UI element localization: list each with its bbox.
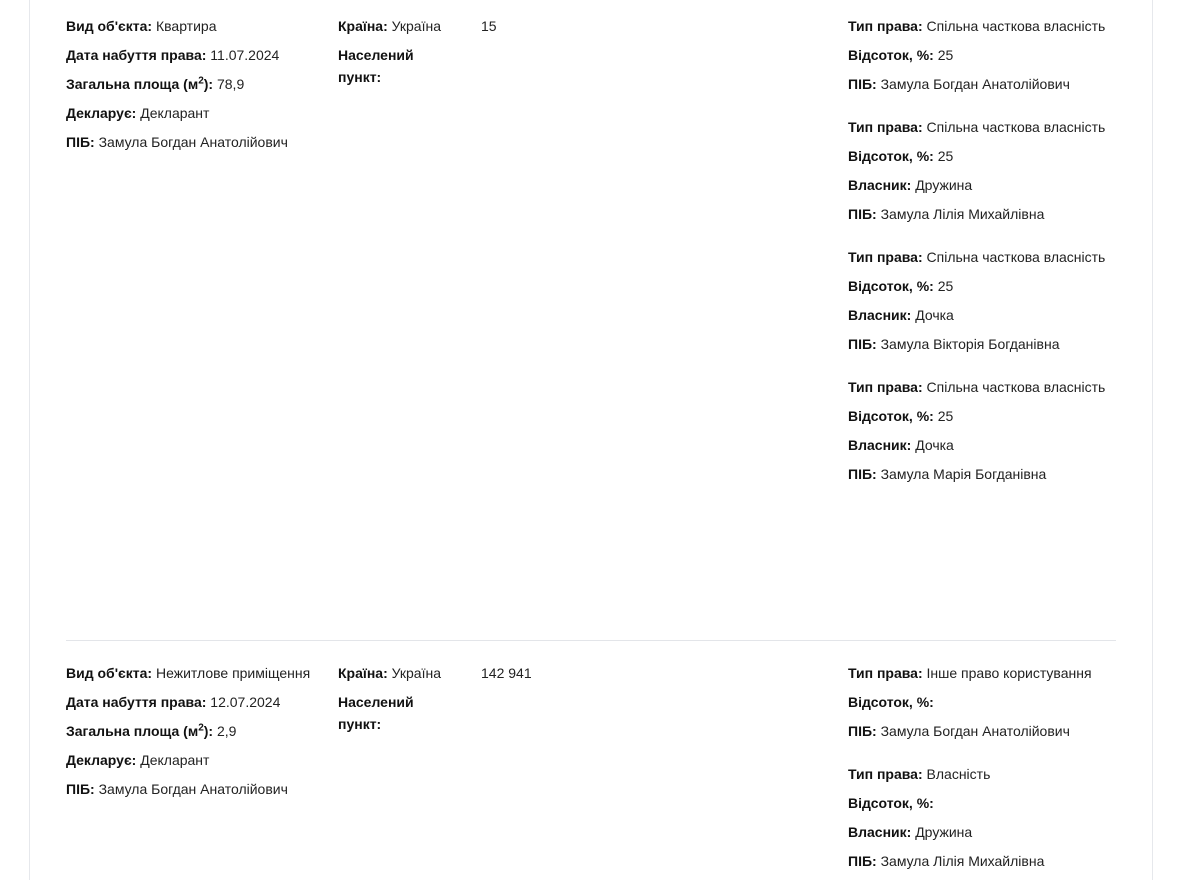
right-entry [848,246,1116,355]
right-type: Тип права: Спільна часткова власність [848,249,1106,265]
right-owner: Власник: Дочка [848,437,954,453]
rights-list [848,662,1116,893]
object-value: 142 941 [481,665,532,681]
declarant-name: ПІБ: Замула Богдан Анатолійович [66,134,288,150]
right-owner: Власник: Дружина [848,177,973,193]
right-entry [848,116,1116,225]
right-holder-name: ПІБ: Замула Марія Богданівна [848,466,1047,482]
declares: Декларує: Декларант [66,752,210,768]
right-owner: Власник: Дочка [848,307,954,323]
object-info [66,662,328,807]
total-area: Загальна площа $(м^2)$: 2,9 [66,722,237,739]
right-entry [848,15,1116,95]
location-info [338,15,448,95]
right-holder-name: ПІБ: Замула Богдан Анатолійович [848,76,1070,92]
rights-list [848,15,1116,506]
right-type: Тип права: Спільна часткова власність [848,119,1106,135]
object-value: 15 [481,18,497,34]
right-type: Тип права: Спільна часткова власність [848,379,1106,395]
right-entry [848,763,1116,872]
country: Країна: Україна [338,665,441,681]
declares: Декларує: Декларант [66,105,210,121]
acquisition-date: Дата набуття права: 12.07.2024 [66,694,281,710]
right-type: Тип права: Інше право користування [848,665,1092,681]
right-entry [848,662,1116,742]
right-percent: Відсоток, %: 25 [848,278,954,294]
right-holder-name: ПІБ: Замула Богдан Анатолійович [848,723,1070,739]
right-percent: Відсоток, %: [848,694,934,710]
settlement: Населений пункт: [338,694,414,732]
object-kind: Вид об'єкта: Нежитлове приміщення [66,665,311,681]
right-holder-name: ПІБ: Замула Вікторія Богданівна [848,336,1060,352]
row-divider [66,640,1116,641]
right-percent: Відсоток, %: [848,795,934,811]
right-percent: Відсоток, %: 25 [848,408,954,424]
right-holder-name: ПІБ: Замула Лілія Михайлівна [848,853,1045,869]
right-type: Тип права: Власність [848,766,991,782]
right-owner: Власник: Дружина [848,824,973,840]
total-area: Загальна площа $(м^2)$: 78,9 [66,75,245,92]
right-percent: Відсоток, %: 25 [848,47,954,63]
location-info [338,662,448,742]
right-entry [848,376,1116,485]
declarant-name: ПІБ: Замула Богдан Анатолійович [66,781,288,797]
right-percent: Відсоток, %: 25 [848,148,954,164]
country: Країна: Україна [338,18,441,34]
acquisition-date: Дата набуття права: 11.07.2024 [66,47,280,63]
object-info [66,15,328,160]
settlement: Населений пункт: [338,47,414,85]
right-holder-name: ПІБ: Замула Лілія Михайлівна [848,206,1045,222]
right-type: Тип права: Спільна часткова власність [848,18,1106,34]
object-kind: Вид об'єкта: Квартира [66,18,217,34]
